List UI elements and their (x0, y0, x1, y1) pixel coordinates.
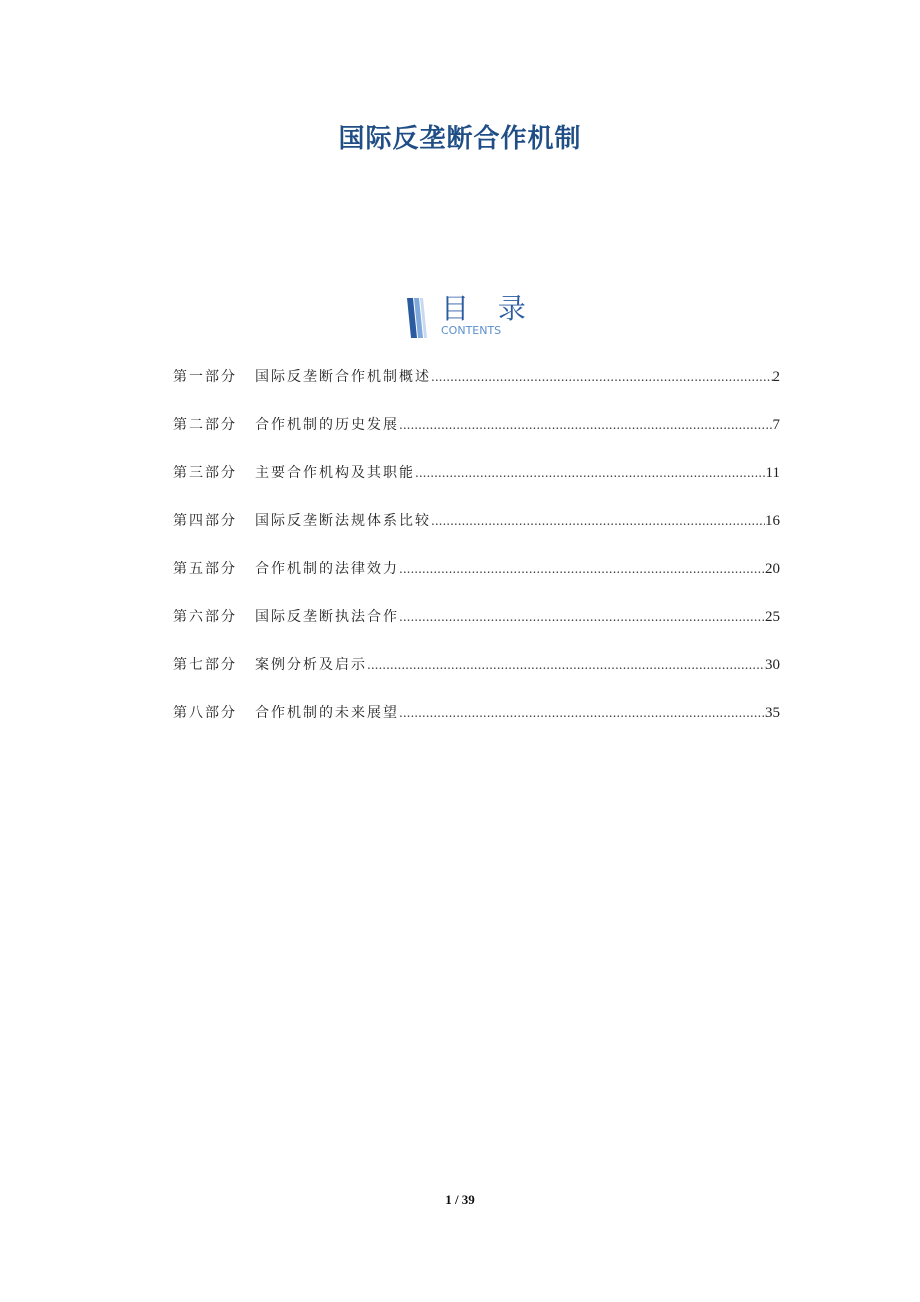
toc-entry-part: 第四部分 (173, 513, 237, 529)
toc-entry-title: 案例分析及启示 (255, 657, 367, 673)
toc-entry[interactable] (173, 510, 780, 558)
toc-list (173, 366, 780, 750)
toc-entry[interactable] (173, 606, 780, 654)
toc-entry[interactable] (173, 558, 780, 606)
toc-entry-title: 合作机制的未来展望 (255, 705, 399, 721)
toc-entry-part: 第五部分 (173, 561, 237, 577)
toc-entry-part: 第七部分 (173, 657, 237, 673)
toc-entry[interactable] (173, 702, 780, 750)
toc-entry-page: 11 (765, 465, 780, 481)
toc-entry-part: 第二部分 (173, 417, 237, 433)
toc-entry-part: 第三部分 (173, 465, 237, 481)
toc-entry-page: 20 (765, 561, 780, 577)
toc-entry-page: 35 (765, 705, 780, 721)
page-number: 1 / 39 (445, 1192, 475, 1207)
toc-dot-leader (399, 606, 765, 628)
toc-entry-title: 国际反垄断合作机制概述 (255, 369, 431, 385)
contents-logo-icon (405, 296, 435, 340)
toc-entry-title: 合作机制的法律效力 (255, 561, 399, 577)
toc-title: 目 录 (441, 292, 536, 325)
toc-heading (405, 292, 545, 342)
toc-dot-leader (431, 510, 765, 532)
toc-entry-page: 2 (772, 369, 780, 385)
toc-dot-leader (399, 414, 773, 436)
toc-entry[interactable] (173, 366, 780, 414)
toc-subtitle: CONTENTS (441, 324, 502, 337)
toc-entry-page: 30 (765, 657, 780, 673)
toc-entry-part: 第一部分 (173, 369, 237, 385)
toc-entry-page: 16 (765, 513, 780, 529)
toc-entry[interactable] (173, 414, 780, 462)
toc-entry[interactable] (173, 654, 780, 702)
toc-entry-part: 第六部分 (173, 609, 237, 625)
toc-entry-title: 合作机制的历史发展 (255, 417, 399, 433)
toc-entry[interactable] (173, 462, 780, 510)
toc-dot-leader (431, 366, 773, 388)
toc-entry-title: 主要合作机构及其职能 (255, 465, 415, 481)
toc-entry-page: 25 (765, 609, 780, 625)
toc-entry-title: 国际反垄断法规体系比较 (255, 513, 431, 529)
document-title: 国际反垄断合作机制 (338, 124, 582, 154)
toc-entry-part: 第八部分 (173, 705, 237, 721)
toc-entry-page: 7 (772, 417, 780, 433)
toc-entry-title: 国际反垄断执法合作 (255, 609, 399, 625)
toc-dot-leader (367, 654, 765, 676)
toc-dot-leader (399, 702, 765, 724)
toc-dot-leader (415, 462, 766, 484)
toc-dot-leader (399, 558, 765, 580)
